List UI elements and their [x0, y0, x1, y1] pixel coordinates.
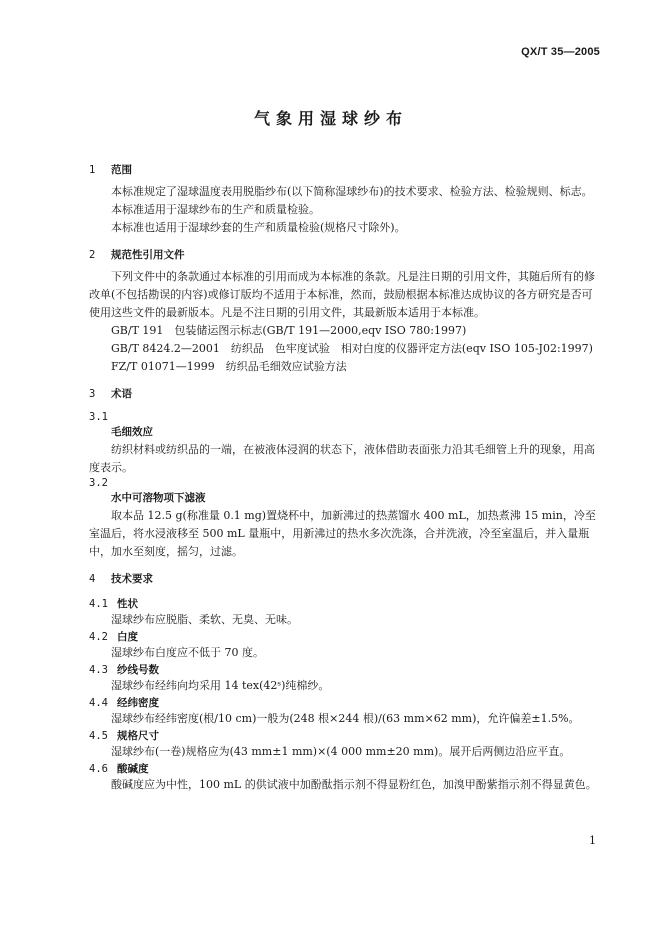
- reference-item: GB/T 191 包装储运图示标志(GB/T 191—2000,eqv ISO 780:1997): [111, 324, 467, 337]
- clause-4-2-heading: 4.2 白度: [89, 631, 138, 643]
- term-name: 水中可溶物项下滤液: [111, 492, 206, 504]
- section-1-heading: [89, 162, 601, 177]
- reference-item: FZ/T 01071—1999 纺织品毛细效应试验方法: [111, 360, 347, 373]
- paragraph: 下列文件中的条款通过本标准的引用而成为本标准的条款。凡是注日期的引用文件，其随后所有的修改单(不包括勘误的内容)或修订版均不适用于本标准，然而，鼓励根据本标准达成协议的各方研究是否可使用这些文件的最新版本。凡是不注日期的引用文件，其最新版本适用于本标准。: [89, 270, 595, 319]
- section-number: 3: [89, 388, 96, 400]
- clause-text: 酸碱度应为中性，100 mL 的供试液中加酚酞指示剂不得显粉红色，加溴甲酚紫指示剂不得显黄色。: [111, 778, 597, 791]
- page-number: 1: [589, 834, 596, 847]
- section-2-heading: [89, 247, 601, 262]
- standard-code: QX/T 35—2005: [521, 46, 600, 58]
- term-definition: 取本品 12.5 g(称准量 0.1 mg)置烧杯中，加新沸过的热蒸馏水 400 mL，加热煮沸 15 min，冷至室温后，将水浸液移至 500 mL 量瓶中，用新沸过的热水多次洗涤，合并洗液，冷至室温后，并入量瓶中，加水至刻度，摇匀，过滤。: [89, 509, 596, 558]
- section-number: 1: [89, 164, 96, 176]
- section-title: 术语: [111, 388, 132, 400]
- clause-text: 湿球纱布白度应不低于 70 度。: [111, 646, 264, 659]
- clause-text: 湿球纱布经纬向均采用 14 tex(42ˢ)纯棉纱。: [111, 679, 330, 692]
- term-number: 3.1: [89, 411, 108, 423]
- reference-item: GB/T 8424.2—2001 纺织品 色牢度试验 相对白度的仪器评定方法(eqv ISO 105-J02:1997): [111, 342, 593, 355]
- section-title: 范围: [111, 164, 132, 176]
- section-4-heading: [89, 571, 601, 586]
- term-name: 毛细效应: [111, 426, 153, 438]
- clause-4-4-heading: 4.4 经纬密度: [89, 697, 159, 709]
- clause-4-1-heading: 4.1 性状: [89, 598, 138, 610]
- clause-4-5-heading: 4.5 规格尺寸: [89, 730, 159, 742]
- document-title: 气象用湿球纱布: [253, 109, 408, 128]
- section-title: 规范性引用文件: [111, 249, 185, 261]
- clause-4-3-heading: 4.3 纱线号数: [89, 664, 159, 676]
- section-number: 2: [89, 249, 96, 261]
- term-definition: 纺织材料或纺织品的一端，在被液体浸润的状态下，液体借助表面张力沿其毛细管上升的现象，用高度表示。: [89, 443, 595, 474]
- clause-4-6-heading: 4.6 酸碱度: [89, 763, 149, 775]
- section-3-heading: [89, 386, 601, 401]
- clause-text: 湿球纱布经纬密度(根/10 cm)一般为(248 根×244 根)/(63 mm×62 mm)，允许偏差±1.5%。: [111, 712, 580, 725]
- paragraph: 本标准规定了湿球温度表用脱脂纱布(以下简称湿球纱布)的技术要求、检验方法、检验规则、标志。: [111, 185, 593, 198]
- section-number: 4: [89, 573, 96, 585]
- clause-text: 湿球纱布应脱脂、柔软、无臭、无味。: [111, 613, 298, 626]
- term-number: 3.2: [89, 477, 108, 489]
- section-title: 技术要求: [111, 573, 153, 585]
- document-body: [89, 162, 601, 794]
- paragraph: 本标准也适用于湿球纱套的生产和质量检验(规格尺寸除外)。: [111, 221, 406, 234]
- clause-text: 湿球纱布(一卷)规格应为(43 mm±1 mm)×(4 000 mm±20 mm)。展开后两侧边沿应平直。: [111, 745, 571, 758]
- paragraph: 本标准适用于湿球纱布的生产和质量检验。: [111, 203, 320, 216]
